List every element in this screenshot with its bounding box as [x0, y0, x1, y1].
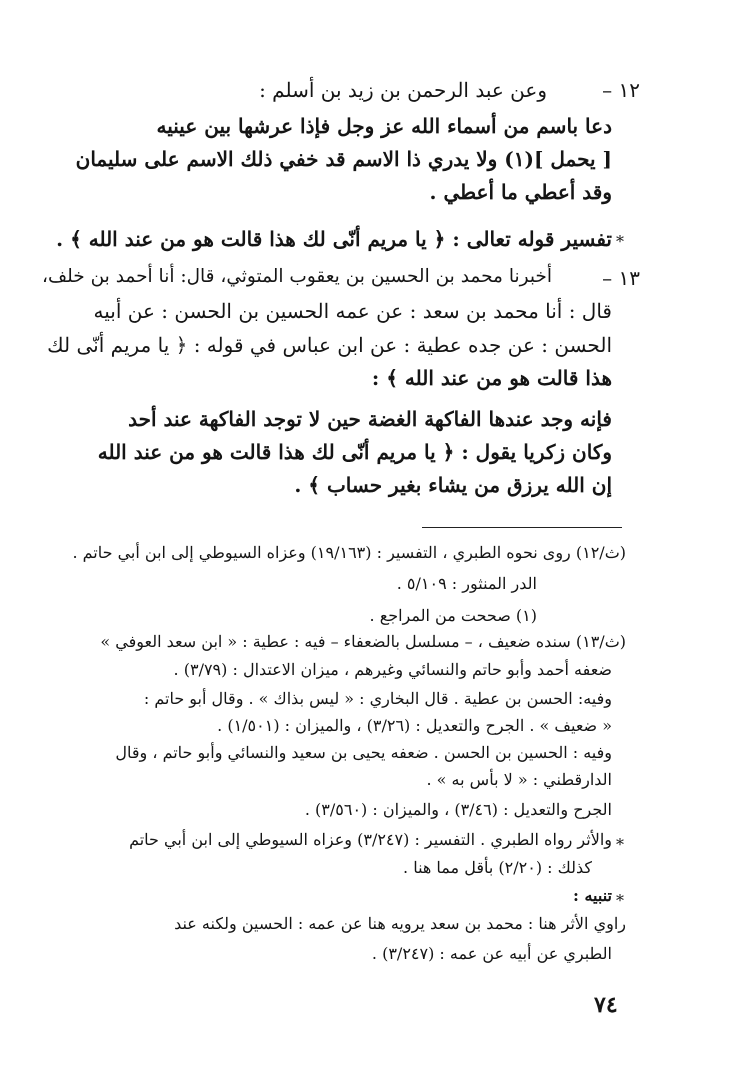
page-number: ٧٤ — [594, 992, 618, 1018]
footnote-line: الجرح والتعديل : (٣/٤٦) ، والميزان : (٣/٥٦٠) . — [304, 800, 612, 819]
footnote-line: (ث/١٢) روى نحوه الطبري ، التفسير : (١٩/١٦٣) وعزاه السيوطي إلى ابن أبي حاتم . — [72, 543, 626, 562]
asterisk-marker: * — [616, 891, 624, 910]
asterisk-marker: * — [616, 232, 624, 251]
footnote-line: (١) صححت من المراجع . — [369, 606, 537, 625]
section-text-line: أخبرنا محمد بن الحسين بن يعقوب المتوثي، قال: أنا أحمد بن خلف، — [42, 266, 552, 287]
section-number: ١٣ – — [602, 266, 640, 290]
footnote-line: الدارقطني : « لا بأس به » . — [426, 770, 612, 789]
footnote-heading: تنبيه : — [573, 886, 612, 905]
section-text-line: فإنه وجد عندها الفاكهة الغضة حين لا توجد الفاكهة عند أحد — [128, 407, 612, 431]
footnote-line: « ضعيف » . الجرح والتعديل : (٣/٢٦) ، والميزان : (١/٥٠١) . — [217, 716, 612, 735]
footnote-line: الطبري عن أبيه عن عمه : (٣/٢٤٧) . — [371, 944, 612, 963]
footnote-line: وفيه: الحسن بن عطية . قال البخاري : « ليس بذاك » . وقال أبو حاتم : — [143, 689, 612, 708]
footnote-line: ضعفه أحمد وأبو حاتم والنسائي وغيرهم ، ميزان الاعتدال : (٣/٧٩) . — [173, 660, 612, 679]
section-text-line: وقد أعطي ما أعطي . — [429, 180, 612, 204]
footnote-separator — [422, 527, 622, 528]
footnote-line: راوي الأثر هنا : محمد بن سعد يرويه هنا عن عمه : الحسين ولكنه عند — [174, 914, 626, 933]
section-text-line: قال : أنا محمد بن سعد : عن عمه الحسين بن الحسن : عن أبيه — [93, 299, 612, 323]
section-text-line: وعن عبد الرحمن بن زيد بن أسلم : — [259, 78, 547, 102]
footnote-line: والأثر رواه الطبري . التفسير : (٣/٢٤٧) وعزاه السيوطي إلى ابن أبي حاتم — [129, 830, 612, 849]
footnote-line: وفيه : الحسين بن الحسن . ضعفه يحيى بن سعيد والنسائي وأبو حاتم ، وقال — [115, 743, 612, 762]
section-text-line: هذا قالت هو من عند الله ﴾ : — [371, 366, 612, 390]
section-text-line: وكان زكريا يقول : ﴿ يا مريم أنّى لك هذا قالت هو من عند الله — [97, 440, 612, 464]
footnote-line: الدر المنثور : ٥/١٠٩ . — [396, 574, 537, 593]
section-number: ١٢ – — [602, 78, 640, 102]
section-text-line: [ يحمل ](١) ولا يدري ذا الاسم قد خفي ذلك الاسم على سليمان — [75, 147, 612, 171]
tafsir-heading: تفسير قوله تعالى : ﴿ يا مريم أنّى لك هذا قالت هو من عند الله ﴾ . — [56, 227, 612, 251]
section-text-line: إن الله يرزق من يشاء بغير حساب ﴾ . — [294, 473, 612, 497]
asterisk-marker: * — [616, 835, 624, 854]
section-text-line: الحسن : عن جده عطية : عن ابن عباس في قوله : ﴿ يا مريم أنّى لك — [47, 333, 612, 357]
section-text-line: دعا باسم من أسماء الله عز وجل فإذا عرشها بين عينيه — [156, 114, 612, 138]
footnote-line: كذلك : (٢/٢٠) بأقل مما هنا . — [403, 858, 592, 877]
footnote-line: (ث/١٣) سنده ضعيف ، – مسلسل بالضعفاء – فيه : عطية : « ابن سعد العوفي » — [100, 632, 626, 651]
